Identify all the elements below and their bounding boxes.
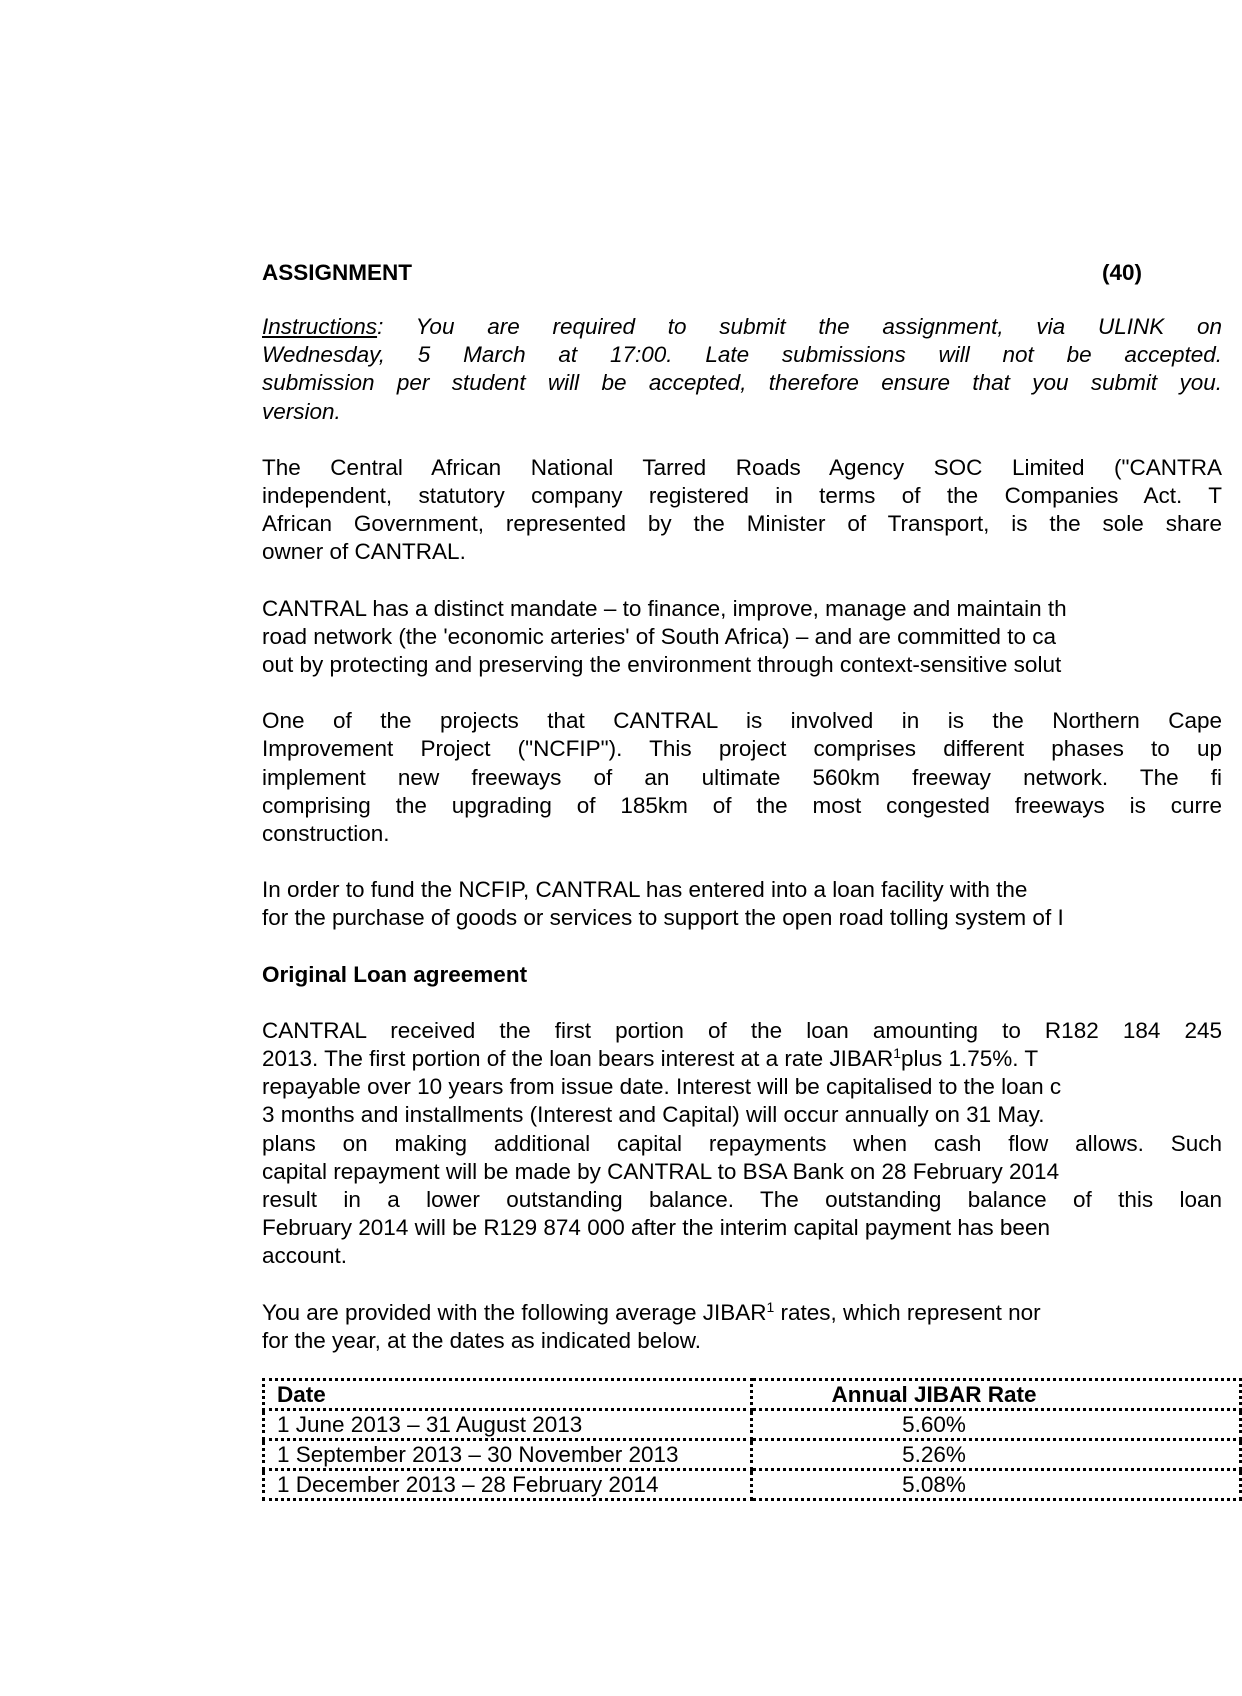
paragraph-line: 2013. The first portion of the loan bears interest at a rate JIBAR$^1$plus 1.75%. T (262, 1045, 1039, 1072)
paragraph-line: Improvement Project ("NCFIP"). This project comprises different phases to up (262, 736, 1222, 762)
table-header-date: Date (264, 1380, 752, 1410)
footnote-marker: 1 (893, 1045, 901, 1062)
table-cell-date: 1 December 2013 – 28 February 2014 (264, 1470, 752, 1500)
paragraph-line: account. (262, 1243, 348, 1269)
paragraph-line: African Government, represented by the Minister of Transport, is the sole share (262, 511, 1222, 537)
paragraph-line: owner of CANTRAL. (262, 539, 466, 565)
paragraph-line: In order to fund the NCFIP, CANTRAL has entered into a loan facility with the (262, 877, 1028, 903)
instructions-paragraph (262, 313, 1222, 426)
paragraph-line: 3 months and installments (Interest and Capital) will occur annually on 31 May. (262, 1102, 1045, 1128)
footnote-marker: 1 (766, 1298, 775, 1315)
paragraph-cantral-intro (262, 454, 1222, 567)
table-cell-rate: 5.26% (752, 1440, 1241, 1470)
table-row (264, 1410, 1241, 1440)
paragraph-mandate (262, 595, 1222, 680)
paragraph-jibar-intro (262, 1299, 1222, 1355)
paragraph-line: plans on making additional capital repayments when cash flow allows. Such (262, 1130, 1222, 1156)
paragraph-line: construction. (262, 821, 390, 847)
assignment-title: ASSIGNMENT (262, 260, 413, 285)
assignment-marks: (40) (1102, 260, 1143, 285)
instructions-line: version. (262, 398, 341, 424)
paragraph-line: The Central African National Tarred Roads Agency SOC Limited ("CANTRA (262, 454, 1222, 480)
paragraph-line: independent, statutory company registered in terms of the Companies Act. T (262, 483, 1222, 509)
table-header-row (264, 1380, 1241, 1410)
paragraph-funding (262, 876, 1222, 932)
table-cell-date: 1 September 2013 – 30 November 2013 (264, 1440, 752, 1470)
instructions-line: submission per student will be accepted, therefore ensure that you submit you. (262, 370, 1222, 396)
paragraph-line: result in a lower outstanding balance. The outstanding balance of this loan (262, 1187, 1222, 1213)
table-cell-rate: 5.60% (752, 1410, 1241, 1440)
instructions-label: Instructions (262, 314, 378, 339)
paragraph-line: comprising the upgrading of 185km of the most congested freeways is curre (262, 792, 1222, 818)
table-row (264, 1440, 1241, 1470)
document-body (262, 259, 1222, 1383)
table-row (264, 1470, 1241, 1500)
paragraph-line: repayable over 10 years from issue date. Interest will be capitalised to the loan c (262, 1074, 1062, 1100)
table-cell-date: 1 June 2013 – 31 August 2013 (264, 1410, 752, 1440)
paragraph-line: for the purchase of goods or services to support the open road tolling system of I (262, 905, 1064, 931)
assignment-heading (262, 259, 1222, 287)
paragraph-line: You are provided with the following average JIBAR$^1$ rates, which represent nor (262, 1298, 1041, 1325)
section-heading: Original Loan agreement (262, 961, 528, 987)
paragraph-loan (262, 1017, 1222, 1271)
paragraph-line: CANTRAL received the first portion of the loan amounting to R182 184 245 (262, 1017, 1222, 1043)
paragraph-line: February 2014 will be R129 874 000 after the interim capital payment has been (262, 1215, 1050, 1241)
paragraph-ncfip (262, 707, 1222, 848)
paragraph-line: CANTRAL has a distinct mandate – to finance, improve, manage and maintain th (262, 595, 1067, 621)
paragraph-line: road network (the 'economic arteries' of South Africa) – and are committed to ca (262, 623, 1056, 649)
table-header-rate: Annual JIBAR Rate (752, 1380, 1241, 1410)
instructions-line: Instructions: You are required to submit the assignment, via ULINK on (262, 314, 1222, 339)
paragraph-line: for the year, at the dates as indicated below. (262, 1327, 702, 1353)
paragraph-line: One of the projects that CANTRAL is involved in is the Northern Cape (262, 708, 1222, 734)
paragraph-line: out by protecting and preserving the environment through context-sensitive solut (262, 652, 1062, 678)
instructions-line: Wednesday, 5 March at 17:00. Late submissions will not be accepted. (262, 342, 1222, 368)
paragraph-line: implement new freeways of an ultimate 560km freeway network. The fi (262, 764, 1222, 790)
jibar-rate-table (262, 1378, 1242, 1501)
table-cell-rate: 5.08% (752, 1470, 1241, 1500)
paragraph-line: capital repayment will be made by CANTRAL to BSA Bank on 28 February 2014 (262, 1158, 1060, 1184)
